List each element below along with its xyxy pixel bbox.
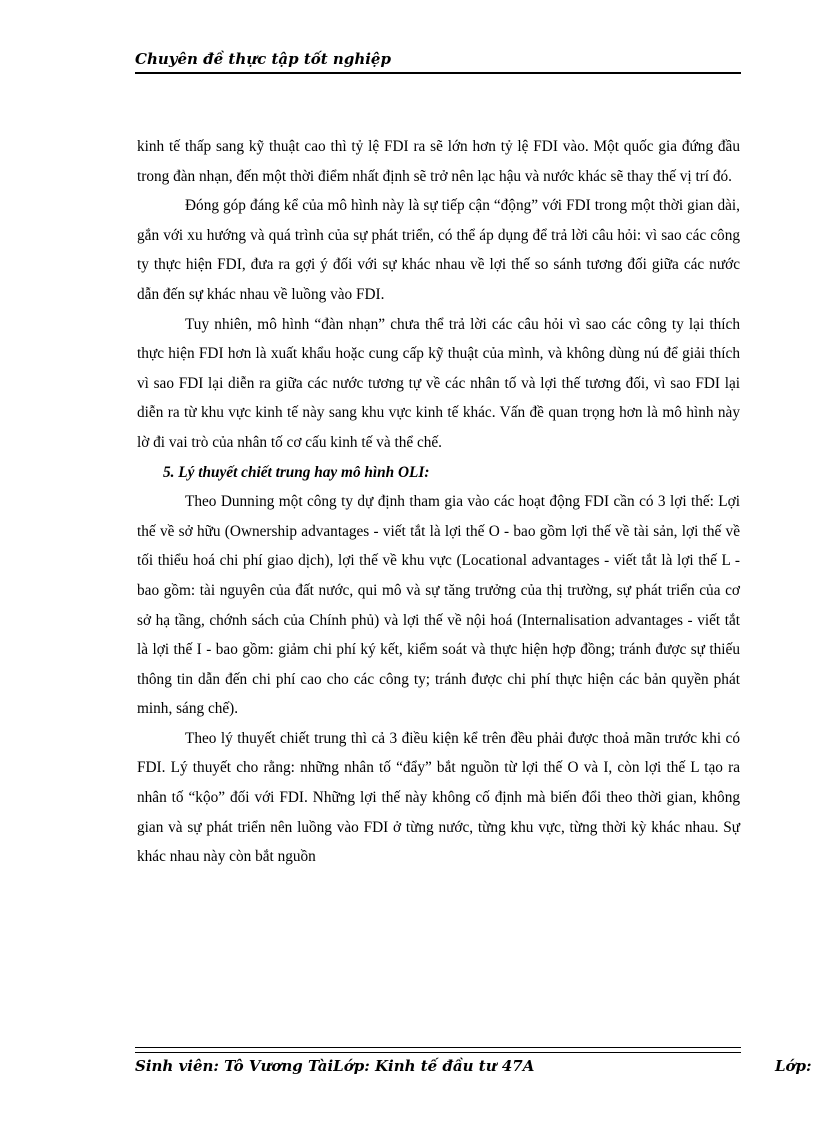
header-title: Chuyên đề thực tập tốt nghiệp: [135, 50, 391, 68]
paragraph-3: Tuy nhiên, mô hình “đàn nhạn” chưa thể trả lời các câu hỏi vì sao các công ty lại thích thực hiện FDI hơn là xuất khẩu hoặc cung cấp kỹ thuật của mình, và không dùng nú để giải thích vì sao FDI lại diễn ra giữa các nước tương tự về các nhân tố và lợi thế tương đối, vì sao FDI lại diễn ra từ khu vực kinh tế này sang khu vực kinh tế khác. Vấn đề quan trọng hơn là mô hình này lờ đi vai trò của nhân tố cơ cấu kinh tế và thể chế.: [137, 315, 740, 451]
footer-class-label: Lớp:: [775, 1057, 812, 1075]
document-body: [137, 132, 740, 872]
section-heading-5: 5. Lý thuyết chiết trung hay mô hình OLI:: [163, 463, 430, 481]
page-header: [135, 50, 741, 74]
paragraph-4: Theo Dunning một công ty dự định tham gia vào các hoạt động FDI cần có 3 lợi thế: Lợi thế về sở hữu (Ownership advantages - viết tắt là lợi thế O - bao gồm lợi thế về tài sản, lợi thế về tối thiểu hoá chi phí giao dịch), lợi thế về khu vực (Locational advantages - viết tắt là lợi thế L - bao gồm: tài nguyên của đất nước, qui mô và sự tăng trưởng của thị trường, sự phát triển của cơ sở hạ tầng, chớnh sách của Chính phủ) và lợi thế về nội hoá (Internalisation advantages - viết tắt là lợi thế I - bao gồm: giảm chi phí ký kết, kiểm soát và thực hiện hợp đồng; tránh được sự thiếu thông tin dẫn đến chi phí cao cho các công ty; tránh được chi phí thực hiện các bản quyền phát minh, sáng chế).: [137, 493, 740, 718]
paragraph-2: Đóng góp đáng kể của mô hình này là sự tiếp cận “động” với FDI trong một thời gian dài, gắn với xu hướng và quá trình của sự phát triển, có thể áp dụng để trả lời câu hỏi: vì sao các công ty thực hiện FDI, đưa ra gợi ý đối với sự khác nhau về lợi thế so sánh tương đối giữa các nước dẫn đến sự khác nhau về luồng vào FDI.: [137, 197, 740, 303]
page-footer: [135, 1057, 816, 1075]
footer-rule: [135, 1047, 741, 1053]
paragraph-5: Theo lý thuyết chiết trung thì cả 3 điều kiện kể trên đều phải được thoả mãn trước khi có FDI. Lý thuyết cho rằng: những nhân tố “đẩy” bắt nguồn từ lợi thế O và I, còn lợi thế L tạo ra nhân tố “kộo” đối với FDI. Những lợi thế này không cố định mà biến đổi theo thời gian, không gian và sự phát triển nên luồng vào FDI ở từng nước, từng khu vực, từng thời kỳ khác nhau. Sự khác nhau này còn bắt nguồn: [137, 729, 740, 866]
footer-student: Sinh viên: Tô Vương TàiLớp: Kinh tế đầu tư 47A: [135, 1057, 535, 1075]
paragraph-1: kinh tế thấp sang kỹ thuật cao thì tỷ lệ FDI ra sẽ lớn hơn tỷ lệ FDI vào. Một quốc gia đứng đầu trong đàn nhạn, đến một thời điểm nhất định sẽ trở nên lạc hậu và nước khác sẽ thay thế vị trí đó.: [137, 138, 740, 185]
